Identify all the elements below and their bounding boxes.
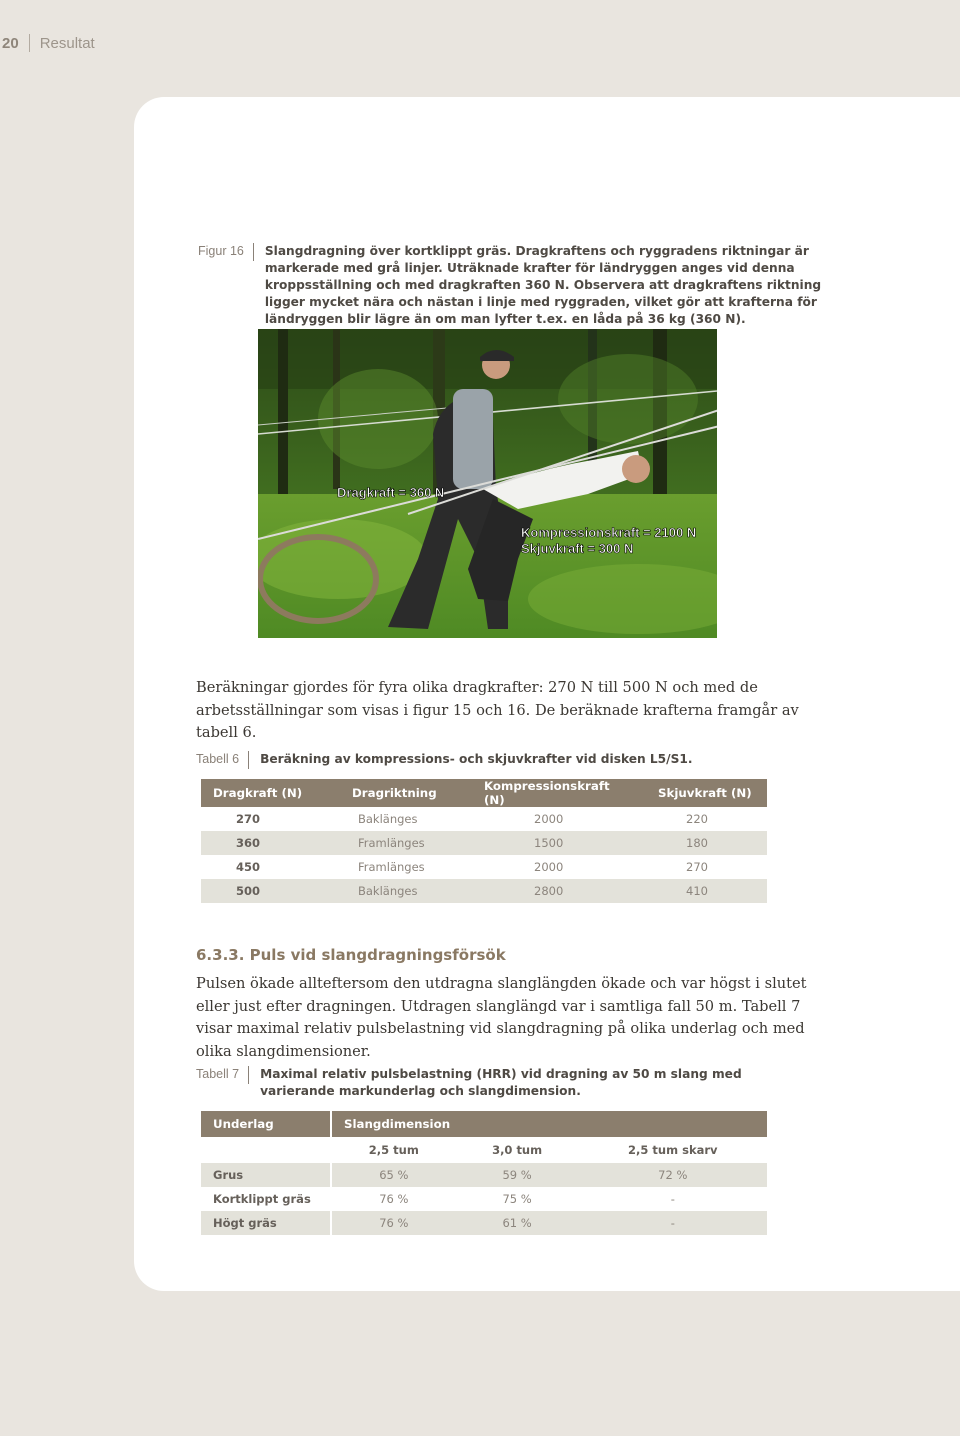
- table6-caption-text: Beräkning av kompressions- och skjuvkrafter vid disken L5/S1.: [260, 752, 693, 766]
- table-cell: -: [579, 1211, 767, 1235]
- table7-header-slangdimension: Slangdimension: [331, 1111, 767, 1137]
- table6-header: Dragkraft (N): [201, 779, 340, 807]
- table-row: [201, 1163, 767, 1187]
- table-cell: Framlänges: [340, 831, 472, 855]
- figure16-photo: [258, 329, 717, 638]
- page-number: 20: [2, 34, 19, 52]
- table-cell: 360: [201, 831, 340, 855]
- table-cell: Baklänges: [358, 812, 418, 826]
- table6-header: Kompressionskraft (N): [472, 779, 646, 807]
- table-cell: 450: [236, 860, 261, 874]
- table-cell: [201, 1137, 331, 1163]
- table-row: [201, 1187, 767, 1211]
- compression-force-label: Kompressionskraft = 2100 N: [521, 525, 697, 540]
- table-cell: -: [670, 1192, 675, 1206]
- table7-header-underlag: Underlag: [201, 1111, 331, 1137]
- table7-header-row: [201, 1111, 767, 1137]
- paragraph-pulse: Pulsen ökade allteftersom den utdragna slanglängden ökade och var högst i slutet eller just efter dragningen. Utdragen slanglängd var i samtliga fall 50 m. Tabell 7 visar maximal relativ pulsbelastning vid slangdragning på olika underlag och med olika slangdimensioner.: [196, 975, 807, 1060]
- photo-illustration: [258, 329, 717, 638]
- table-row: [201, 831, 767, 855]
- section-heading: 6.3.3. Puls vid slangdragningsförsök: [196, 946, 506, 964]
- figure16-caption: [198, 243, 838, 328]
- figure16-caption-text: Slangdragning över kortklippt gräs. Dragkraftens och ryggradens riktningar är markerade med grå linjer. Uträknade krafter för ländryggen anges vid denna kroppsställning och med dragkraften 360 N. Observera att dragkraftens riktning ligger mycket nära och nästan i linje med ryggraden, vilket gör att krafterna för ländryggen blir lägre än om man lyfter t.ex. en låda på 36 kg (360 N).: [264, 244, 822, 326]
- table7: [201, 1111, 767, 1235]
- table-cell: 270: [686, 860, 708, 874]
- table-cell: Framlänges: [358, 860, 425, 874]
- table-cell: Grus: [201, 1163, 331, 1187]
- running-head: [2, 34, 95, 52]
- table-cell: Kortklippt gräs: [201, 1187, 331, 1211]
- table-row: [201, 807, 767, 831]
- table-row: [201, 855, 767, 879]
- table-cell: 2800: [472, 879, 646, 903]
- table-cell: Högt gräs: [201, 1211, 331, 1235]
- table-cell: 65 %: [331, 1163, 456, 1187]
- table7-subheader: 2,5 tum: [368, 1143, 419, 1157]
- table-cell: 2000: [534, 812, 564, 826]
- table7-caption: [196, 1066, 816, 1100]
- table7-tag: Tabell 7: [196, 1066, 249, 1084]
- table-cell: 2000: [534, 860, 564, 874]
- table-row: [201, 1211, 767, 1235]
- table6: [201, 779, 767, 903]
- paragraph-calculations: Beräkningar gjordes för fyra olika dragkrafter: 270 N till 500 N och med de arbetsställningar som visas i figur 15 och 16. De beräknade krafterna framgår av tabell 6.: [196, 679, 799, 741]
- table-cell: 72 %: [579, 1163, 767, 1187]
- drag-force-label: Dragkraft = 360 N: [337, 485, 445, 500]
- table6-caption: [196, 751, 796, 769]
- table-cell: 59 %: [456, 1163, 579, 1187]
- table-cell: 75 %: [502, 1192, 532, 1206]
- table-cell: 410: [646, 879, 767, 903]
- table-cell: 180: [646, 831, 767, 855]
- running-head-divider: [29, 34, 30, 52]
- table-cell: 270: [236, 812, 261, 826]
- table-cell: 76 %: [331, 1211, 456, 1235]
- table6-header: Dragriktning: [340, 779, 472, 807]
- table7-subheader: 3,0 tum: [492, 1143, 543, 1157]
- shear-force-label: Skjuvkraft = 300 N: [521, 541, 634, 556]
- section-name: Resultat: [39, 34, 95, 52]
- table-cell: 1500: [472, 831, 646, 855]
- figure16-tag: Figur 16: [198, 243, 254, 261]
- table-cell: 220: [686, 812, 708, 826]
- table-row: [201, 879, 767, 903]
- table-cell: Baklänges: [340, 879, 472, 903]
- table6-header: Skjuvkraft (N): [646, 779, 767, 807]
- table6-tag: Tabell 6: [196, 751, 249, 769]
- table7-subheader-row: [201, 1137, 767, 1163]
- table7-subheader: 2,5 tum skarv: [628, 1143, 718, 1157]
- table-cell: 61 %: [456, 1211, 579, 1235]
- table-cell: 500: [201, 879, 340, 903]
- table6-header-row: [201, 779, 767, 807]
- table7-caption-text: Maximal relativ pulsbelastning (HRR) vid dragning av 50 m slang med varierande markunderlag och slangdimension.: [260, 1067, 742, 1098]
- table-cell: 76 %: [379, 1192, 409, 1206]
